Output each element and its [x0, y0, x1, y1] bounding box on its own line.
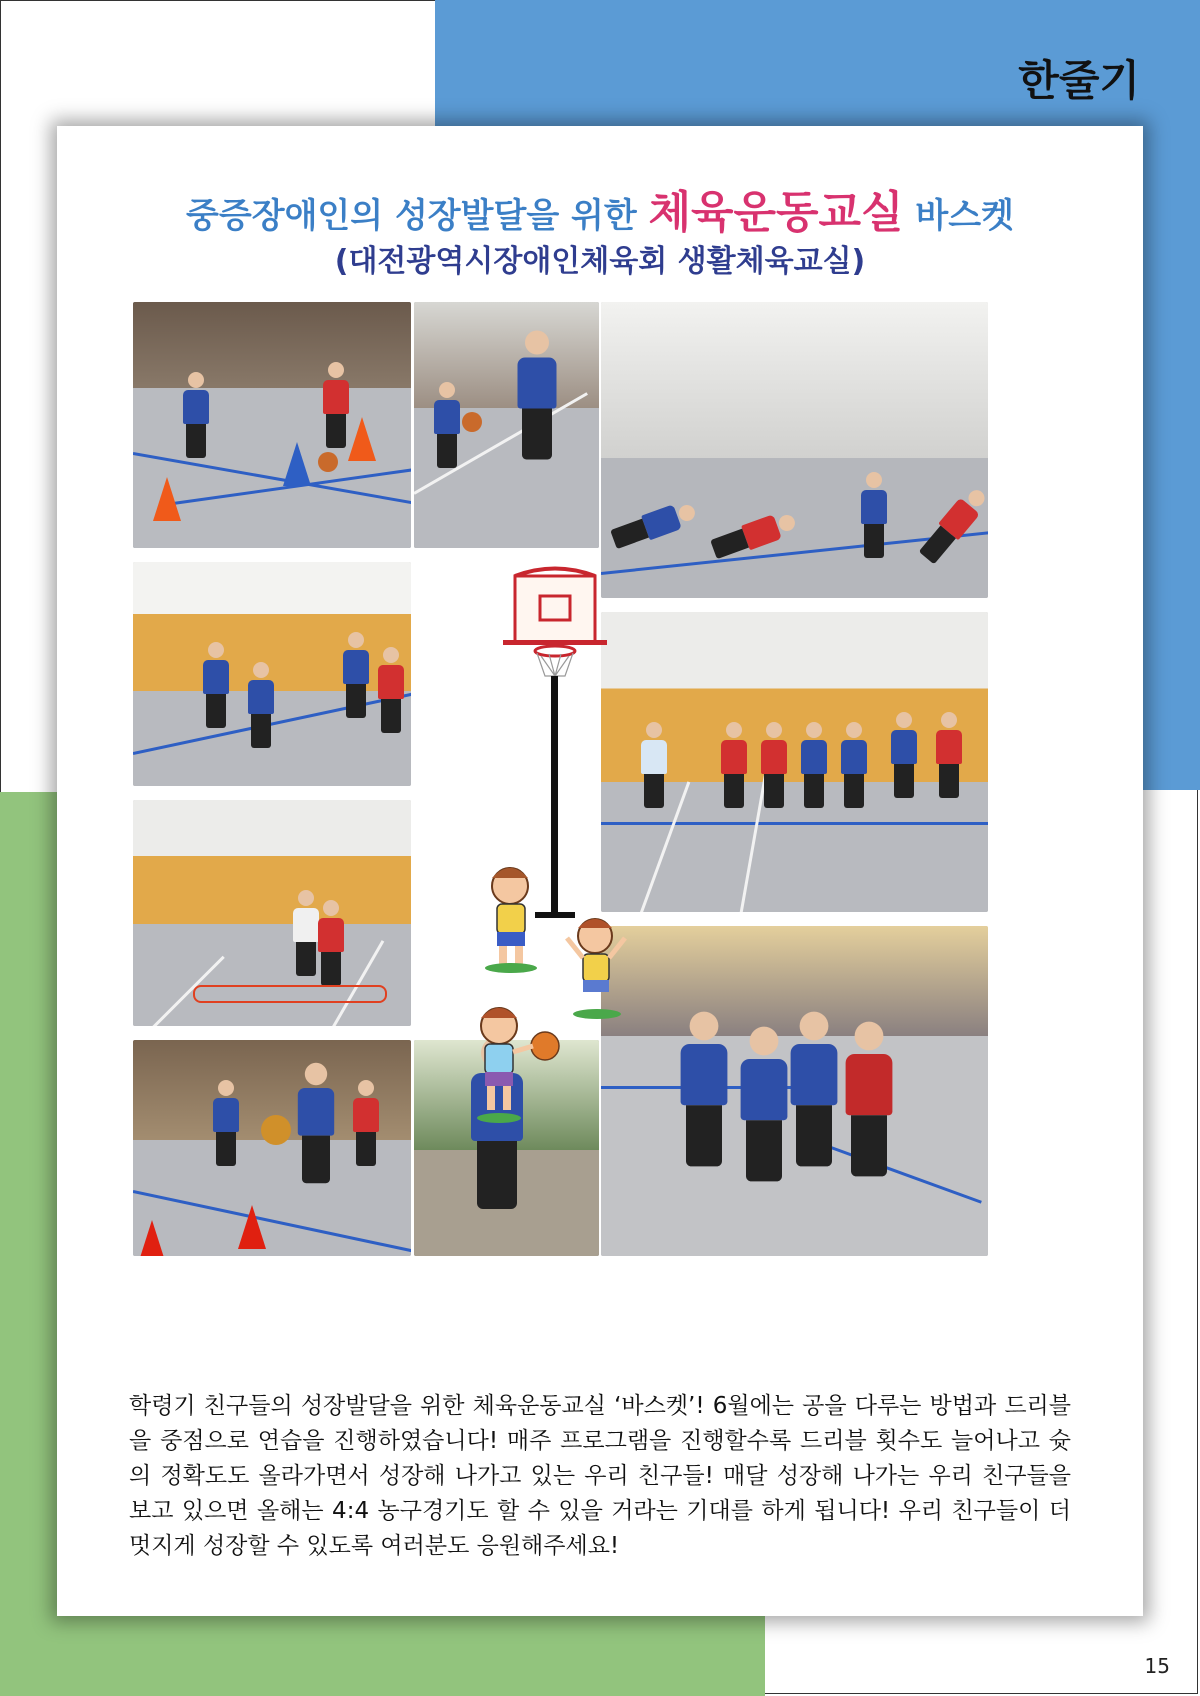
- kid-two-icon: [567, 919, 625, 1019]
- title-highlight: 체육운동교실: [648, 187, 904, 238]
- photo-team-huddle: [601, 926, 988, 1256]
- photo-group-stretching: [601, 302, 988, 598]
- article-subtitle: (대전광역시장애인체육회 생활체육교실): [334, 244, 866, 279]
- article-body: 학령기 친구들의 성장발달을 위한 체육운동교실 ‘바스켓’! 6월에는 공을 다루는 방법과 드리블을 중점으로 연습을 진행하였습니다! 매주 프로그램을 진행할수록 드리블 횟수도 늘어나고 슛의 정확도도 올라가면서 성장해 나가고 있는 우리 친구들! 매달 성장해 나가는 우리 친구들을 보고 있으면 올해는 4:4 농구경기도 할 수 있을 거라는 기대를 하게 됩니다! 우리 친구들이 더 멋지게 성장할 수 있도록 여러분도 응원해주세요!: [129, 1393, 1071, 1559]
- photo-dribbling-gym: [133, 562, 411, 786]
- photo-two-players: [414, 302, 599, 548]
- kid-with-ball-icon: [477, 1008, 559, 1123]
- article-card: [57, 126, 1143, 1616]
- title-prefix: 중증장애인의 성장발달을 위한: [186, 196, 649, 236]
- photo-agility-ladder: [133, 800, 411, 1026]
- title-suffix: 바스켓: [903, 196, 1014, 236]
- basketball-hoop-and-kids-illustration: [475, 566, 635, 1186]
- page-number: 15: [1144, 1654, 1170, 1678]
- photo-dribbling-cones: [133, 302, 411, 548]
- basketball-hoop-icon: [503, 569, 607, 919]
- photo-cone-dribble: [133, 1040, 411, 1256]
- section-label: 한줄기: [1018, 56, 1140, 105]
- photo-players-lineup: [601, 612, 988, 912]
- kid-one-icon: [485, 868, 537, 973]
- article-title: [57, 176, 1143, 240]
